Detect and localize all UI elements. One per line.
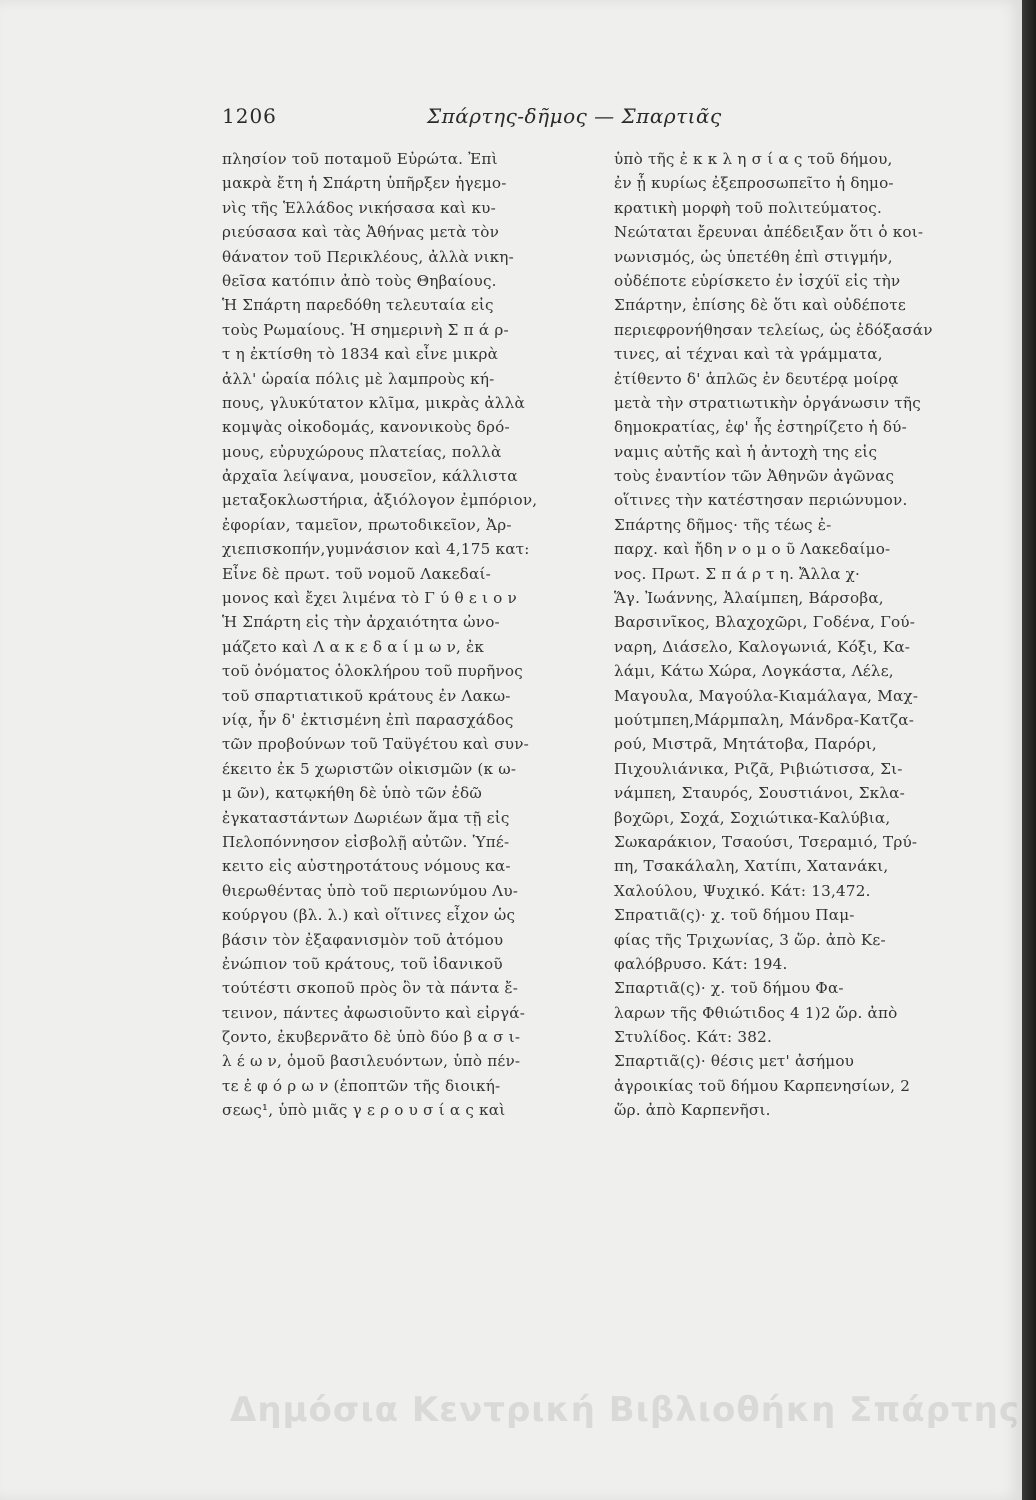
text-line: θάνατον τοῦ Περικλέους, ἀλλὰ νικη- bbox=[222, 247, 514, 266]
text-line: νωνισμός, ὡς ὑπετέθη ἐπὶ στιγμήν, bbox=[614, 247, 893, 266]
text-line: μούτμπεη,Μάρμπαλη, Μάνδρα-Κατζα- bbox=[614, 710, 915, 729]
text-line: κούργου (βλ. λ.) καὶ οἵτινες εἶχον ὡς bbox=[222, 906, 516, 925]
text-line: Σπαρτιᾶ(ς)· χ. τοῦ δήμου Φα- bbox=[614, 979, 844, 998]
text-line: Ἡ Σπάρτη παρεδόθη τελευταία εἰς bbox=[222, 296, 494, 315]
text-line: φίας τῆς Τριχωνίας, 3 ὥρ. ἀπὸ Κε- bbox=[614, 930, 886, 949]
text-line: Εἶνε δὲ πρωτ. τοῦ νομοῦ Λακεδαί- bbox=[222, 564, 491, 583]
text-line: Χαλούλου, Ψυχικό. Κάτ: 13,472. bbox=[614, 881, 871, 900]
text-line: πους, γλυκύτατον κλῖμα, μικρὰς ἀλλὰ bbox=[222, 393, 525, 412]
text-line: κρατικὴ μορφὴ τοῦ πολιτεύματος. bbox=[614, 198, 882, 217]
text-line: ἀρχαῖα λείψανα, μουσεῖον, κάλλιστα bbox=[222, 467, 518, 486]
text-line: ἀλλ' ὡραία πόλις μὲ λαμπροὺς κή- bbox=[222, 369, 495, 388]
text-line: μους, εὐρυχώρους πλατείας, πολλὰ bbox=[222, 442, 502, 461]
text-line: νίᾳ, ἦν δ' ἐκτισμένη ἐπὶ παρασχάδος bbox=[222, 710, 514, 729]
text-line: τινες, αἱ τέχναι καὶ τὰ γράμματα, bbox=[614, 345, 883, 364]
text-line: ἐτίθεντο δ' ἁπλῶς ἐν δευτέρᾳ μοίρᾳ bbox=[614, 369, 899, 388]
text-line: τοὺς ἐναντίον τῶν Ἀθηνῶν ἀγῶνας bbox=[614, 467, 895, 486]
text-line: λ έ ω ν, ὁμοῦ βασιλευόντων, ὑπὸ πέν- bbox=[222, 1052, 521, 1071]
text-line: παρχ. καὶ ἤδη ν ο μ ο ῦ Λακεδαίμο- bbox=[614, 540, 891, 559]
text-line: Νεώταται ἔρευναι ἀπέδειξαν ὅτι ὁ κοι- bbox=[614, 223, 924, 242]
text-column-right bbox=[614, 147, 976, 1123]
text-line: περιεφρονήθησαν τελείως, ὡς ἐδόξασάν bbox=[614, 320, 933, 339]
text-line: νάμπεη, Σταυρός, Σουστιάνοι, Σκλα- bbox=[614, 784, 905, 803]
text-line: Ἅγ. Ἰωάννης, Ἀλαίμπεη, Βάρσοβα, bbox=[614, 589, 884, 608]
running-title: Σπάρτης-δῆμος — Σπαρτιᾶς bbox=[427, 104, 722, 128]
text-line: μακρὰ ἔτη ἡ Σπάρτη ὑπῆρξεν ἡγεμο- bbox=[222, 174, 507, 193]
text-line: ναμις αὐτῆς καὶ ἡ ἀντοχὴ της εἰς bbox=[614, 442, 878, 461]
text-line: φαλόβρυσο. Κάτ: 194. bbox=[614, 954, 788, 973]
text-line: τεινον, πάντες ἀφωσιοῦντο καὶ εἰργά- bbox=[222, 1003, 526, 1022]
text-line: Σπάρτης δῆμος· τῆς τέως ἐ- bbox=[614, 515, 832, 534]
text-line: χιεπισκοπήν,γυμνάσιον καὶ 4,175 κατ: bbox=[222, 540, 530, 559]
page-header bbox=[222, 104, 822, 134]
text-line: μ ῶν), κατῳκήθη δὲ ὑπὸ τῶν ἐδῶ bbox=[222, 784, 482, 803]
text-line: ἐν ᾗ κυρίως ἐξεπροσωπεῖτο ἡ δημο- bbox=[614, 174, 894, 193]
text-line: ριεύσασα καὶ τὰς Ἀθήνας μετὰ τὸν bbox=[222, 223, 500, 242]
text-line: Πελοπόννησον εἰσβολῇ αὐτῶν. Ὑπέ- bbox=[222, 832, 510, 851]
text-line: ἀγροικίας τοῦ δήμου Καρπενησίων, 2 bbox=[614, 1076, 911, 1095]
page-number: 1206 bbox=[222, 104, 277, 128]
text-line: νὶς τῆς Ἑλλάδος νικήσασα καὶ κυ- bbox=[222, 198, 496, 217]
text-line: ναρη, Διάσελο, Καλογωνιά, Κόξι, Κα- bbox=[614, 637, 911, 656]
text-line: βοχῶρι, Σοχά, Σοχιώτικα-Καλύβια, bbox=[614, 808, 891, 827]
text-line: τῶν προβούνων τοῦ Ταϋγέτου καὶ συν- bbox=[222, 735, 530, 754]
text-line: σεως¹, ὑπὸ μιᾶς γ ε ρ ο υ σ ί α ς καὶ bbox=[222, 1101, 506, 1120]
text-line: μεταξοκλωστήρια, ἀξιόλογον ἐμπόριον, bbox=[222, 491, 538, 510]
text-line: Βαρσινῖκος, Βλαχοχῶρι, Γοδένα, Γού- bbox=[614, 613, 916, 632]
text-line: πλησίον τοῦ ποταμοῦ Εὐρώτα. Ἐπὶ bbox=[222, 150, 498, 168]
text-line: θεῖσα κατόπιν ἀπὸ τοὺς Θηβαίους. bbox=[222, 271, 497, 290]
text-line: κομψὰς οἰκοδομάς, κανονικοὺς δρό- bbox=[222, 418, 510, 437]
text-line: λαρων τῆς Φθιώτιδος 4 1)2 ὥρ. ἀπὸ bbox=[614, 1003, 898, 1022]
text-line: Σωκαράκιον, Τσαούσι, Τσεραμιό, Τρύ- bbox=[614, 832, 918, 851]
page-edge-shadow bbox=[1022, 0, 1036, 1500]
text-line: δημοκρατίας, ἐφ' ἧς ἐστηρίζετο ἡ δύ- bbox=[614, 418, 907, 437]
text-line: Ἡ Σπάρτη εἰς τὴν ἀρχαιότητα ὠνο- bbox=[222, 613, 500, 632]
text-line: οἵτινες τὴν κατέστησαν περιώνυμον. bbox=[614, 491, 908, 510]
text-line: βάσιν τὸν ἐξαφανισμὸν τοῦ ἀτόμου bbox=[222, 930, 504, 949]
text-line: Μαγουλα, Μαγούλα-Κιαμάλαγα, Μαχ- bbox=[614, 686, 919, 705]
text-column-left bbox=[222, 147, 584, 1123]
text-line: μάζετο καὶ Λ α κ ε δ α ί μ ω ν, ἐκ bbox=[222, 637, 485, 656]
text-line: Στυλίδος. Κάτ: 382. bbox=[614, 1028, 772, 1047]
text-line: τούτέστι σκοποῦ πρὸς ὃν τὰ πάντα ἔ- bbox=[222, 979, 519, 998]
text-line: τ η ἐκτίσθη τὸ 1834 καὶ εἶνε μικρὰ bbox=[222, 345, 499, 364]
text-line: Σπρατιᾶ(ς)· χ. τοῦ δήμου Παμ- bbox=[614, 906, 855, 925]
text-line: πη, Τσακάλαλη, Χατίπι, Χατανάκι, bbox=[614, 857, 889, 876]
library-watermark: Δημόσια Κεντρική Βιβλιοθήκη Σπάρτης bbox=[230, 1390, 1020, 1430]
text-line: ζοντο, ἐκυβερνᾶτο δὲ ὑπὸ δύο β α σ ι- bbox=[222, 1028, 521, 1047]
text-line: ἐνώπιον τοῦ κράτους, τοῦ ἰδανικοῦ bbox=[222, 954, 503, 973]
text-line: τοῦ ὀνόματος ὁλοκλήρου τοῦ πυρῆνος bbox=[222, 662, 523, 681]
text-line: Σπαρτιᾶ(ς)· θέσις μετ' ἀσήμου bbox=[614, 1052, 855, 1071]
text-line: θιερωθέντας ὑπὸ τοῦ περιωνύμου Λυ- bbox=[222, 881, 519, 900]
text-line: νος. Πρωτ. Σ π ά ρ τ η. Ἄλλα χ· bbox=[614, 564, 861, 583]
text-line: ὑπὸ τῆς ἐ κ κ λ η σ ί α ς τοῦ δήμου, bbox=[614, 150, 893, 168]
text-line: κειτο εἰς αὐστηροτάτους νόμους κα- bbox=[222, 857, 511, 876]
text-line: οὐδέποτε εὑρίσκετο ἐν ἰσχύϊ εἰς τὴν bbox=[614, 271, 901, 290]
text-line: ἐφορίαν, ταμεῖον, πρωτοδικεῖον, Ἀρ- bbox=[222, 515, 512, 534]
text-line: Σπάρτην, ἐπίσης δὲ ὅτι καὶ οὐδέποτε bbox=[614, 296, 906, 315]
text-line: ὥρ. ἀπὸ Καρπενῆσι. bbox=[614, 1101, 771, 1120]
text-line: μετὰ τὴν στρατιωτικὴν ὀργάνωσιν τῆς bbox=[614, 393, 921, 412]
text-line: Πιχουλιάνικα, Ριζᾶ, Ριβιώτισσα, Σι- bbox=[614, 759, 903, 778]
text-line: λάμι, Κάτω Χώρα, Λογκάστα, Λέλε, bbox=[614, 662, 894, 681]
text-line: τοὺς Ρωμαίους. Ἡ σημερινὴ Σ π ά ρ- bbox=[222, 320, 509, 339]
text-line: ἐγκαταστάντων Δωριέων ἅμα τῇ εἰς bbox=[222, 808, 510, 827]
text-line: έκειτο ἐκ 5 χωριστῶν οἰκισμῶν (κ ω- bbox=[222, 759, 517, 778]
text-line: μονος καὶ ἔχει λιμένα τὸ Γ ύ θ ε ι ο ν bbox=[222, 589, 517, 608]
text-line: τε ἐ φ ό ρ ω ν (ἐποπτῶν τῆς διοική- bbox=[222, 1076, 501, 1095]
text-line: ρού, Μιστρᾶ, Μητάτοβα, Παρόρι, bbox=[614, 735, 877, 754]
text-line: τοῦ σπαρτιατικοῦ κράτους ἐν Λακω- bbox=[222, 686, 511, 705]
